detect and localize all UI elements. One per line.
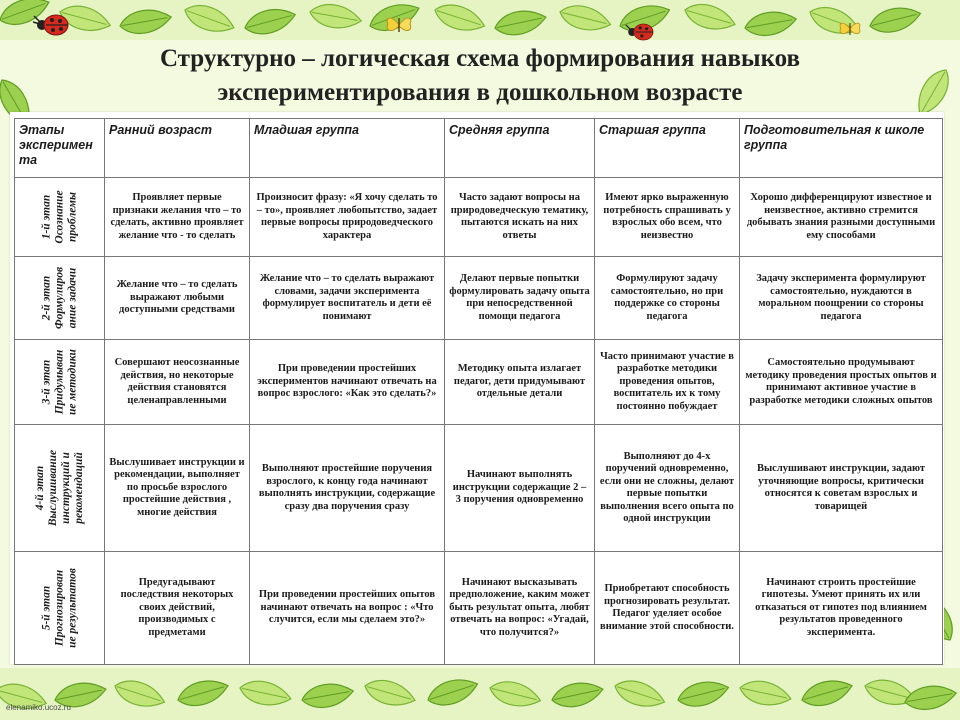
- table-cell: Часто принимают участие в разработке методики проведения опытов, воспитатель их к тому постоянно побуждает: [595, 340, 740, 425]
- table-cell: Делают первые попытки формулировать задачу опыта при непосредственной помощи педагога: [445, 257, 595, 340]
- stage-cell: [15, 257, 105, 340]
- stage-label: 1-й этап: [40, 194, 52, 240]
- table-cell: Выслушивает инструкции и рекомендации, выполняет по просьбе взрослого простейшие действия , многие действия: [105, 425, 250, 552]
- table-cell: Предугадывают последствия некоторых своих действий, производимых с предметами: [105, 552, 250, 665]
- stage-label: рекомендаций: [72, 452, 85, 524]
- stage-label: Выслушивание: [46, 449, 59, 527]
- stage-cell: [15, 425, 105, 552]
- column-header-stages: Этапы эксперимен та: [15, 119, 105, 178]
- stage-label: 3-й этап: [40, 359, 52, 405]
- table-cell: При проведении простейших экспериментов начинают отвечать на вопрос взрослого: «Как это сделать?»: [250, 340, 445, 425]
- page-title-line-1: Структурно – логическая схема формирования навыков: [159, 45, 801, 72]
- table-cell: При проведении простейших опытов начинают отвечать на вопрос : «Что случится, если мы сделаем это?»: [250, 552, 445, 665]
- column-header-senior-group: Старшая группа: [595, 119, 740, 178]
- table-cell: Формулируют задачу самостоятельно, но при поддержке со стороны педагога: [595, 257, 740, 340]
- table-cell: Желание что – то сделать выражают любыми доступными средствами: [105, 257, 250, 340]
- table-cell: Часто задают вопросы на природоведческую тематику, пытаются искать на них ответы: [445, 178, 595, 257]
- table-cell: Проявляет первые признаки желания что – то сделать, активно проявляет желание что - то сделать: [105, 178, 250, 257]
- stage-cell: [15, 340, 105, 425]
- table-cell: Приобретают способность прогнозировать результат. Педагог уделяет особое внимание этой способности.: [595, 552, 740, 665]
- source-watermark: elenamiko.ucoz.ru: [6, 703, 71, 712]
- stage-label: ие результатов: [66, 568, 78, 648]
- stage-label: инструкций и: [59, 452, 72, 524]
- table-cell: Хорошо дифференцируют известное и неизвестное, активно стремится добывать знания разными доступными ему способами: [740, 178, 943, 257]
- column-header-early-age: Ранний возраст: [105, 119, 250, 178]
- table-cell: Совершают неосознанные действия, но некоторые действия становятся целенаправленными: [105, 340, 250, 425]
- stage-label: 4-й этап: [33, 465, 46, 511]
- table-cell: Имеют ярко выраженную потребность спрашивать у взрослых обо всем, что неизвестно: [595, 178, 740, 257]
- experiment-stages-table: [14, 118, 943, 665]
- column-header-middle-group: Средняя группа: [445, 119, 595, 178]
- table-cell: Произносит фразу: «Я хочу сделать то – то», проявляет любопытство, задает первые вопросы природоведческого характера: [250, 178, 445, 257]
- page-title: [40, 42, 920, 110]
- stage-cell: [15, 178, 105, 257]
- table-row: [15, 257, 943, 340]
- table-row: [15, 425, 943, 552]
- table-cell: Методику опыта излагает педагог, дети придумывают отдельные детали: [445, 340, 595, 425]
- table-row: [15, 340, 943, 425]
- table-cell: Желание что – то сделать выражают словами, задачи эксперимента формулирует воспитатель и дети её понимают: [250, 257, 445, 340]
- table-cell: Самостоятельно продумывают методику проведения простых опытов и принимают активное участие в разработке методики сложных опытов: [740, 340, 943, 425]
- stage-cell: [15, 552, 105, 665]
- table-cell: Начинают высказывать предположение, каким может быть результат опыта, любят отвечать на вопрос: «Угадай, что получится?»: [445, 552, 595, 665]
- butterfly-icon: [385, 12, 413, 38]
- table-header-row: [15, 119, 943, 178]
- ladybug-icon: [32, 10, 74, 40]
- table-row: [15, 552, 943, 665]
- stage-label: 5-й этап: [40, 585, 52, 631]
- table-cell: Начинают выполнять инструкции содержащие 2 – 3 поручения одновременно: [445, 425, 595, 552]
- page-title-line-2: экспериментирования в дошкольном возрасте: [217, 79, 743, 106]
- table-cell: Задачу эксперимента формулируют самостоятельно, нуждаются в моральном поощрении со стороны педагога: [740, 257, 943, 340]
- stage-label: Осознание: [53, 190, 65, 244]
- scanned-table-sheet: [10, 112, 944, 664]
- stage-label: Формулиров: [53, 266, 65, 330]
- table-cell: Выслушивают инструкции, задают уточняющие вопросы, критически относятся к советам взрослых и товарищей: [740, 425, 943, 552]
- table-cell: Выполняют простейшие поручения взрослого, к концу года начинают выполнять инструкции, содержащие сразу два поручения сразу: [250, 425, 445, 552]
- stage-label: ие методики: [66, 349, 78, 415]
- table-cell: Начинают строить простейшие гипотезы. Умеют принять их или отказаться от гипотез под влиянием результатов проведенного эксперимента.: [740, 552, 943, 665]
- table-cell: Выполняют до 4-х поручений одновременно, если они не сложны, делают первые попытки выполнения всего опыта по одной инструкции: [595, 425, 740, 552]
- stage-label: Прогнозирован: [53, 569, 65, 647]
- stage-label: 2-й этап: [40, 275, 52, 321]
- column-header-preparatory-group: Подготовительная к школе группа: [740, 119, 943, 178]
- column-header-junior-group: Младшая группа: [250, 119, 445, 178]
- stage-label: Придумыван: [53, 349, 65, 415]
- ladybug-icon: [624, 20, 658, 44]
- table-row: [15, 178, 943, 257]
- stage-label: ание задачи: [66, 267, 78, 329]
- stage-label: проблемы: [66, 192, 78, 242]
- butterfly-icon: [838, 18, 862, 40]
